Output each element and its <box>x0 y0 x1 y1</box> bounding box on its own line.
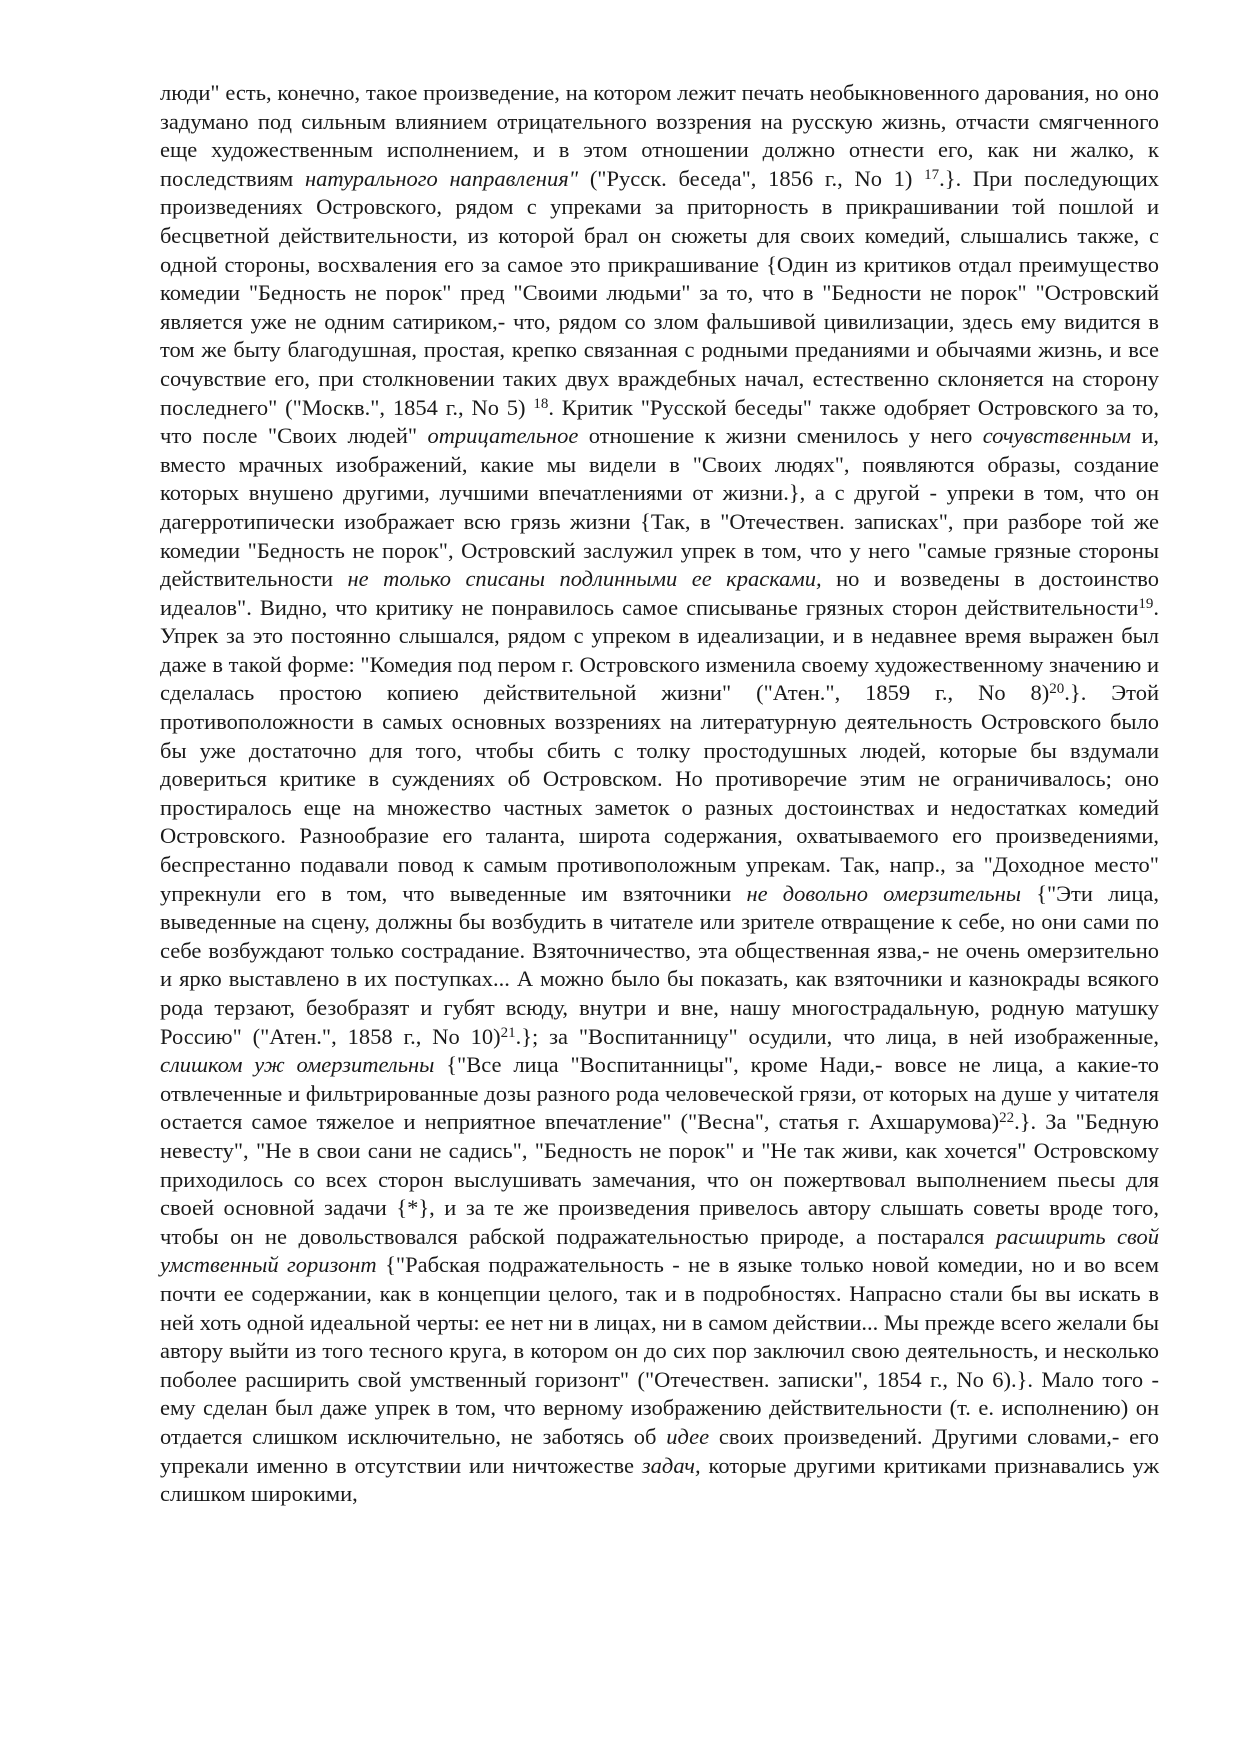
italic-text: натурального направления" <box>305 165 579 191</box>
text-run: ("Русск. беседа", 1856 г., No 1) <box>578 165 925 191</box>
footnote-ref: 20 <box>1049 681 1065 698</box>
text-run: и, вместо мрачных изображений, какие мы видели в "Своих людях", появляются образы, создание которых внушено другими, лучшими впечатлениями от жизни.}, а с другой - упреки в том, что он дагерротипически изображает всю грязь жизни {Так, в "Отечествен. записках", при разборе той же комедии "Бедность не порок", Островский заслужил упрек в том, что у него "самые грязные стороны действительности <box>160 423 1159 592</box>
text-run: . Критик "Русской беседы" также одобряет Островского за то, что после "Своих людей" <box>160 394 1159 449</box>
text-run: {"Эти лица, выведенные на сцену, должны бы возбудить в читателе или зрителе отвращение к себе, но они сами по себе возбуждают только сострадание. Взяточничество, эта общественная язва,- не очень омерзительно и ярко выставлено в их поступках... А можно было бы показать, как взяточники и казнокрады всякого рода терзают, безобразят и губят всюду, внутри и вне, нашу многострадальную, родную матушку Россию" ("Атен.", 1858 г., No 10) <box>160 880 1159 1049</box>
text-run: но и возведены в достоинство идеалов". Видно, что критику не понравилось самое списыванье грязных сторон действительности <box>160 566 1159 620</box>
text-run: .}; за "Воспитанницу" осудили, что лица, в ней изображенные, <box>515 1023 1159 1049</box>
italic-text: слишком уж омерзительны <box>160 1052 435 1078</box>
footnote-ref: 21 <box>500 1024 516 1041</box>
italic-text: отрицательное <box>427 423 579 449</box>
text-run: своих произведений. Другими словами,- его упрекали именно в отсутствии или ничтожестве <box>160 1423 1159 1478</box>
text-run: {"Все лица "Воспитанницы", кроме Нади,- вовсе не лица, а какие-то отвлеченные и фильтрированные дозы разного рода человеческой грязи, от которых на душе у читателя остается самое тяжелое и неприятное впечатление" ("Весна", статья г. Ахшарумова) <box>160 1052 1160 1135</box>
italic-text: задач, <box>641 1452 701 1478</box>
body-paragraph <box>160 79 1159 1509</box>
footnote-ref: 18 <box>533 395 549 412</box>
italic-text: не довольно омерзительны <box>746 880 1022 906</box>
italic-text: расширить свой умственный горизонт <box>160 1223 1159 1278</box>
text-run: .}. При последующих произведениях Островского, рядом с упреками за приторность в прикрашивании той пошлой и бесцветной действительности, из которой брал он сюжеты для своих комедий, слышались также, с одной стороны, восхваления его за самое это прикрашивание {Один из критиков отдал преимущество комедии "Бедность не порок" пред "Своими людьми" за то, что в "Бедности не порок" "Островский является уже не одним сатириком,- что, рядом со злом фальшивой цивилизации, здесь ему видится в том же быту благодушная, простая, крепко связанная с родными преданиями и обычаями жизнь, и все сочувствие его, при столкновении таких двух враждебных начал, естественно склоняется на сторону последнего" ("Москв.", 1854 г., No 5) <box>160 165 1160 420</box>
text-run: .}. За "Бедную невесту", "Не в свои сани не садись", "Бедность не порок" и "Не так живи, как хочется" Островскому приходилось со всех сторон выслушивать замечания, что он пожертвовал выполнением пьесы для своей основной задачи {*}, и за те же произведения привелось автору слышать советы вроде того, чтобы он не довольствовался рабской подражательностью природе, а постарался <box>160 1109 1159 1249</box>
text-run: которые другими критиками признавались уж слишком широкими, <box>160 1452 1159 1507</box>
footnote-ref: 19 <box>1138 595 1154 612</box>
text-run: {"Рабская подражательность - не в языке только новой комедии, но и во всем почти ее содержании, как в концепции целого, так и в подробностях. Напрасно стали бы вы искать в ней хоть одной идеальной черты: ее нет ни в лицах, ни в самом действии... Мы прежде всего желали бы автору выйти из того тесного круга, в котором он до сих пор заключил свою деятельность, и несколько поболее расширить свой умственный горизонт" ("Отечествен. записки", 1854 г., No 6).}. Мало того - ему сделан был даже упрек в том, что верному изображению действительности (т. е. исполнению) он отдается слишком исключительно, не заботясь об <box>160 1252 1159 1449</box>
text-run: отношение к жизни сменилось у него <box>578 423 983 449</box>
italic-text: идее <box>666 1423 710 1449</box>
footnote-ref: 17 <box>924 166 940 183</box>
text-run: люди" есть, конечно, такое произведение, на котором лежит печать необыкновенного дарования, но оно задумано под сильным влиянием отрицательного воззрения на русскую жизнь, отчасти смягченного еще художественным исполнением, и в этом отношении должно отнести его, как ни жалко, к последствиям <box>160 80 1159 191</box>
text-run: .}. Этой противоположности в самых основных воззрениях на литературную деятельность Островского было бы уже достаточно для того, чтобы сбить с толку простодушных людей, которые бы вздумали довериться критике в суждениях об Островском. Но противоречие этим не ограничивалось; оно простиралось еще на множество частных заметок о разных достоинствах и недостатках комедий Островского. Разнообразие его таланта, широта содержания, охватываемого его произведениями, беспрестанно подавали повод к самым противоположным упрекам. Так, напр., за "Доходное место" упрекнули его в том, что выведенные им взяточники <box>160 680 1159 906</box>
text-run: . Упрек за это постоянно слышался, рядом с упреком в идеализации, и в недавнее время выражен был даже в такой форме: "Комедия под пером г. Островского изменила своему художественному значению и сделалась простою копиею действительной жизни" ("Атен.", 1859 г., No 8) <box>160 594 1159 706</box>
footnote-ref: 22 <box>999 1110 1015 1127</box>
italic-text: не только списаны подлинными ее красками, <box>347 566 822 592</box>
italic-text: сочувственным <box>982 423 1131 449</box>
